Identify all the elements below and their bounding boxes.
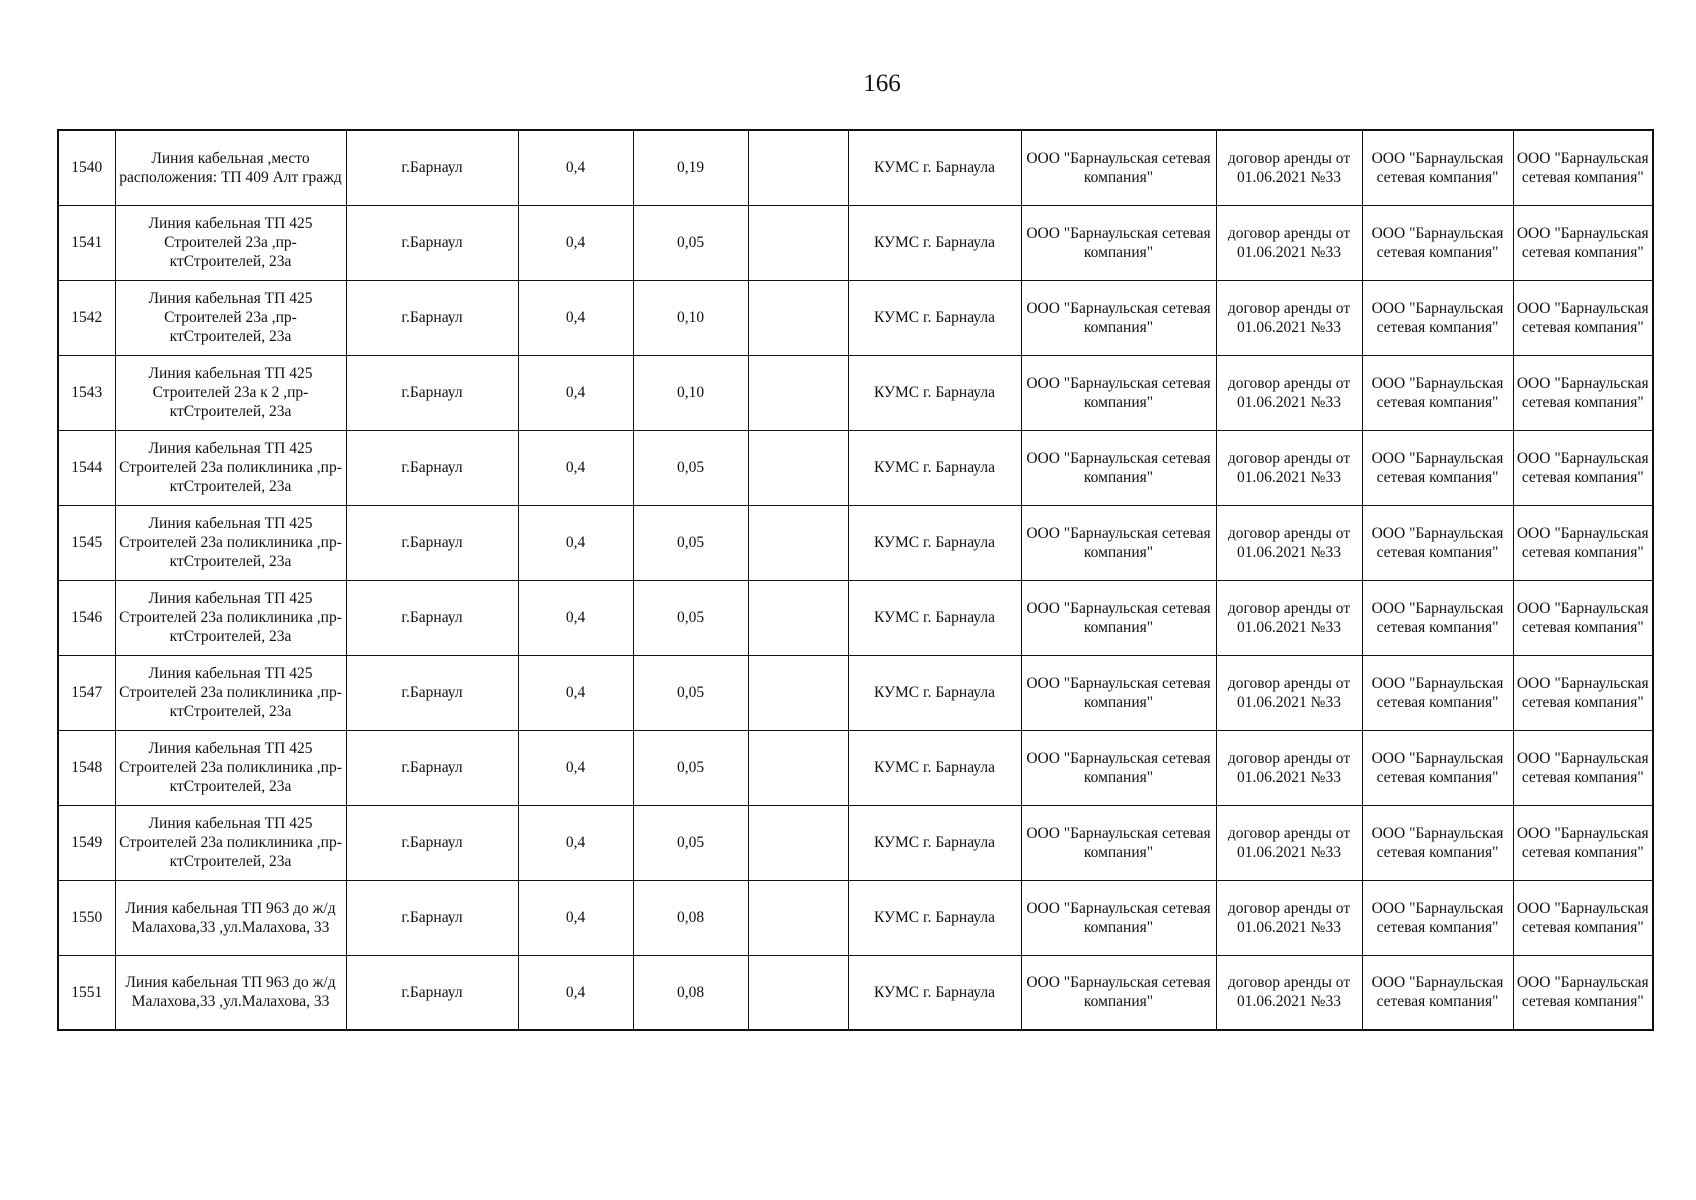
basis-document-cell: договор аренды от 01.06.2021 №33 [1216, 505, 1362, 580]
holder-cell: ООО "Барнаульская сетевая компания" [1362, 730, 1513, 805]
table-row [58, 580, 1653, 655]
basis-document-cell: договор аренды от 01.06.2021 №33 [1216, 805, 1362, 880]
operator-cell: ООО "Барнаульская сетевая компания" [1021, 355, 1216, 430]
page-number: 166 [863, 70, 901, 97]
length-cell: 0,05 [633, 430, 748, 505]
user-cell: ООО "Барнаульская сетевая компания" [1513, 280, 1653, 355]
owner-cell: КУМС г. Барнаула [848, 430, 1021, 505]
object-name-cell: Линия кабельная ТП 425 Строителей 23а поликлиника ,пр-ктСтроителей, 23а [115, 580, 346, 655]
holder-cell: ООО "Барнаульская сетевая компания" [1362, 355, 1513, 430]
table-row [58, 280, 1653, 355]
locality-cell: г.Барнаул [346, 280, 518, 355]
holder-cell: ООО "Барнаульская сетевая компания" [1362, 880, 1513, 955]
object-name-cell: Линия кабельная ТП 425 Строителей 23а поликлиника ,пр-ктСтроителей, 23а [115, 805, 346, 880]
length-cell: 0,19 [633, 130, 748, 205]
operator-cell: ООО "Барнаульская сетевая компания" [1021, 205, 1216, 280]
voltage-cell: 0,4 [518, 730, 633, 805]
basis-document-cell: договор аренды от 01.06.2021 №33 [1216, 880, 1362, 955]
length-cell: 0,10 [633, 280, 748, 355]
empty-cell [748, 955, 848, 1030]
owner-cell: КУМС г. Барнаула [848, 880, 1021, 955]
basis-document-cell: договор аренды от 01.06.2021 №33 [1216, 205, 1362, 280]
owner-cell: КУМС г. Барнаула [848, 955, 1021, 1030]
object-name-cell: Линия кабельная ТП 425 Строителей 23а поликлиника ,пр-ктСтроителей, 23а [115, 730, 346, 805]
basis-document-cell: договор аренды от 01.06.2021 №33 [1216, 955, 1362, 1030]
empty-cell [748, 805, 848, 880]
row-number-cell: 1546 [58, 580, 115, 655]
owner-cell: КУМС г. Барнаула [848, 355, 1021, 430]
empty-cell [748, 430, 848, 505]
locality-cell: г.Барнаул [346, 655, 518, 730]
object-name-cell: Линия кабельная ТП 963 до ж/д Малахова,33 ,ул.Малахова, 33 [115, 880, 346, 955]
length-cell: 0,05 [633, 730, 748, 805]
user-cell: ООО "Барнаульская сетевая компания" [1513, 430, 1653, 505]
owner-cell: КУМС г. Барнаула [848, 580, 1021, 655]
operator-cell: ООО "Барнаульская сетевая компания" [1021, 880, 1216, 955]
table-row [58, 955, 1653, 1030]
user-cell: ООО "Барнаульская сетевая компания" [1513, 805, 1653, 880]
row-number-cell: 1543 [58, 355, 115, 430]
table-row [58, 505, 1653, 580]
object-name-cell: Линия кабельная ТП 425 Строителей 23а поликлиника ,пр-ктСтроителей, 23а [115, 505, 346, 580]
locality-cell: г.Барнаул [346, 130, 518, 205]
table-row [58, 205, 1653, 280]
user-cell: ООО "Барнаульская сетевая компания" [1513, 880, 1653, 955]
row-number-cell: 1542 [58, 280, 115, 355]
length-cell: 0,05 [633, 205, 748, 280]
empty-cell [748, 280, 848, 355]
voltage-cell: 0,4 [518, 805, 633, 880]
voltage-cell: 0,4 [518, 880, 633, 955]
table-row [58, 805, 1653, 880]
row-number-cell: 1547 [58, 655, 115, 730]
empty-cell [748, 880, 848, 955]
row-number-cell: 1544 [58, 430, 115, 505]
table-body [58, 130, 1653, 1030]
user-cell: ООО "Барнаульская сетевая компания" [1513, 205, 1653, 280]
locality-cell: г.Барнаул [346, 730, 518, 805]
table-row [58, 130, 1653, 205]
owner-cell: КУМС г. Барнаула [848, 130, 1021, 205]
object-name-cell: Линия кабельная ТП 425 Строителей 23а поликлиника ,пр-ктСтроителей, 23а [115, 430, 346, 505]
user-cell: ООО "Барнаульская сетевая компания" [1513, 655, 1653, 730]
operator-cell: ООО "Барнаульская сетевая компания" [1021, 280, 1216, 355]
owner-cell: КУМС г. Барнаула [848, 505, 1021, 580]
row-number-cell: 1545 [58, 505, 115, 580]
locality-cell: г.Барнаул [346, 205, 518, 280]
row-number-cell: 1550 [58, 880, 115, 955]
empty-cell [748, 205, 848, 280]
row-number-cell: 1551 [58, 955, 115, 1030]
empty-cell [748, 655, 848, 730]
voltage-cell: 0,4 [518, 205, 633, 280]
table-row [58, 430, 1653, 505]
operator-cell: ООО "Барнаульская сетевая компания" [1021, 505, 1216, 580]
holder-cell: ООО "Барнаульская сетевая компания" [1362, 655, 1513, 730]
operator-cell: ООО "Барнаульская сетевая компания" [1021, 430, 1216, 505]
basis-document-cell: договор аренды от 01.06.2021 №33 [1216, 655, 1362, 730]
basis-document-cell: договор аренды от 01.06.2021 №33 [1216, 280, 1362, 355]
row-number-cell: 1540 [58, 130, 115, 205]
operator-cell: ООО "Барнаульская сетевая компания" [1021, 955, 1216, 1030]
length-cell: 0,10 [633, 355, 748, 430]
length-cell: 0,05 [633, 655, 748, 730]
length-cell: 0,08 [633, 880, 748, 955]
length-cell: 0,05 [633, 505, 748, 580]
owner-cell: КУМС г. Барнаула [848, 730, 1021, 805]
empty-cell [748, 580, 848, 655]
locality-cell: г.Барнаул [346, 805, 518, 880]
operator-cell: ООО "Барнаульская сетевая компания" [1021, 730, 1216, 805]
table-row [58, 355, 1653, 430]
user-cell: ООО "Барнаульская сетевая компания" [1513, 730, 1653, 805]
basis-document-cell: договор аренды от 01.06.2021 №33 [1216, 130, 1362, 205]
voltage-cell: 0,4 [518, 505, 633, 580]
operator-cell: ООО "Барнаульская сетевая компания" [1021, 130, 1216, 205]
object-name-cell: Линия кабельная ТП 963 до ж/д Малахова,33 ,ул.Малахова, 33 [115, 955, 346, 1030]
holder-cell: ООО "Барнаульская сетевая компания" [1362, 280, 1513, 355]
user-cell: ООО "Барнаульская сетевая компания" [1513, 130, 1653, 205]
table-row [58, 880, 1653, 955]
holder-cell: ООО "Барнаульская сетевая компания" [1362, 505, 1513, 580]
length-cell: 0,08 [633, 955, 748, 1030]
operator-cell: ООО "Барнаульская сетевая компания" [1021, 655, 1216, 730]
object-name-cell: Линия кабельная ТП 425 Строителей 23а ,пр-ктСтроителей, 23а [115, 280, 346, 355]
object-name-cell: Линия кабельная ТП 425 Строителей 23а ,пр-ктСтроителей, 23а [115, 205, 346, 280]
basis-document-cell: договор аренды от 01.06.2021 №33 [1216, 730, 1362, 805]
voltage-cell: 0,4 [518, 130, 633, 205]
locality-cell: г.Барнаул [346, 430, 518, 505]
object-name-cell: Линия кабельная ТП 425 Строителей 23а поликлиника ,пр-ктСтроителей, 23а [115, 655, 346, 730]
voltage-cell: 0,4 [518, 355, 633, 430]
empty-cell [748, 505, 848, 580]
registry-table [57, 129, 1654, 1031]
holder-cell: ООО "Барнаульская сетевая компания" [1362, 130, 1513, 205]
locality-cell: г.Барнаул [346, 880, 518, 955]
holder-cell: ООО "Барнаульская сетевая компания" [1362, 205, 1513, 280]
length-cell: 0,05 [633, 580, 748, 655]
locality-cell: г.Барнаул [346, 580, 518, 655]
empty-cell [748, 730, 848, 805]
voltage-cell: 0,4 [518, 280, 633, 355]
empty-cell [748, 130, 848, 205]
row-number-cell: 1548 [58, 730, 115, 805]
operator-cell: ООО "Барнаульская сетевая компания" [1021, 805, 1216, 880]
basis-document-cell: договор аренды от 01.06.2021 №33 [1216, 355, 1362, 430]
empty-cell [748, 355, 848, 430]
object-name-cell: Линия кабельная ,место расположения: ТП 409 Алт гражд [115, 130, 346, 205]
holder-cell: ООО "Барнаульская сетевая компания" [1362, 955, 1513, 1030]
object-name-cell: Линия кабельная ТП 425 Строителей 23а к 2 ,пр-ктСтроителей, 23а [115, 355, 346, 430]
holder-cell: ООО "Барнаульская сетевая компания" [1362, 430, 1513, 505]
owner-cell: КУМС г. Барнаула [848, 205, 1021, 280]
owner-cell: КУМС г. Барнаула [848, 280, 1021, 355]
table-row [58, 655, 1653, 730]
holder-cell: ООО "Барнаульская сетевая компания" [1362, 580, 1513, 655]
holder-cell: ООО "Барнаульская сетевая компания" [1362, 805, 1513, 880]
voltage-cell: 0,4 [518, 580, 633, 655]
owner-cell: КУМС г. Барнаула [848, 805, 1021, 880]
user-cell: ООО "Барнаульская сетевая компания" [1513, 505, 1653, 580]
locality-cell: г.Барнаул [346, 955, 518, 1030]
user-cell: ООО "Барнаульская сетевая компания" [1513, 580, 1653, 655]
owner-cell: КУМС г. Барнаула [848, 655, 1021, 730]
row-number-cell: 1549 [58, 805, 115, 880]
user-cell: ООО "Барнаульская сетевая компания" [1513, 955, 1653, 1030]
voltage-cell: 0,4 [518, 655, 633, 730]
basis-document-cell: договор аренды от 01.06.2021 №33 [1216, 430, 1362, 505]
basis-document-cell: договор аренды от 01.06.2021 №33 [1216, 580, 1362, 655]
user-cell: ООО "Барнаульская сетевая компания" [1513, 355, 1653, 430]
operator-cell: ООО "Барнаульская сетевая компания" [1021, 580, 1216, 655]
locality-cell: г.Барнаул [346, 505, 518, 580]
voltage-cell: 0,4 [518, 955, 633, 1030]
table-row [58, 730, 1653, 805]
length-cell: 0,05 [633, 805, 748, 880]
locality-cell: г.Барнаул [346, 355, 518, 430]
row-number-cell: 1541 [58, 205, 115, 280]
voltage-cell: 0,4 [518, 430, 633, 505]
